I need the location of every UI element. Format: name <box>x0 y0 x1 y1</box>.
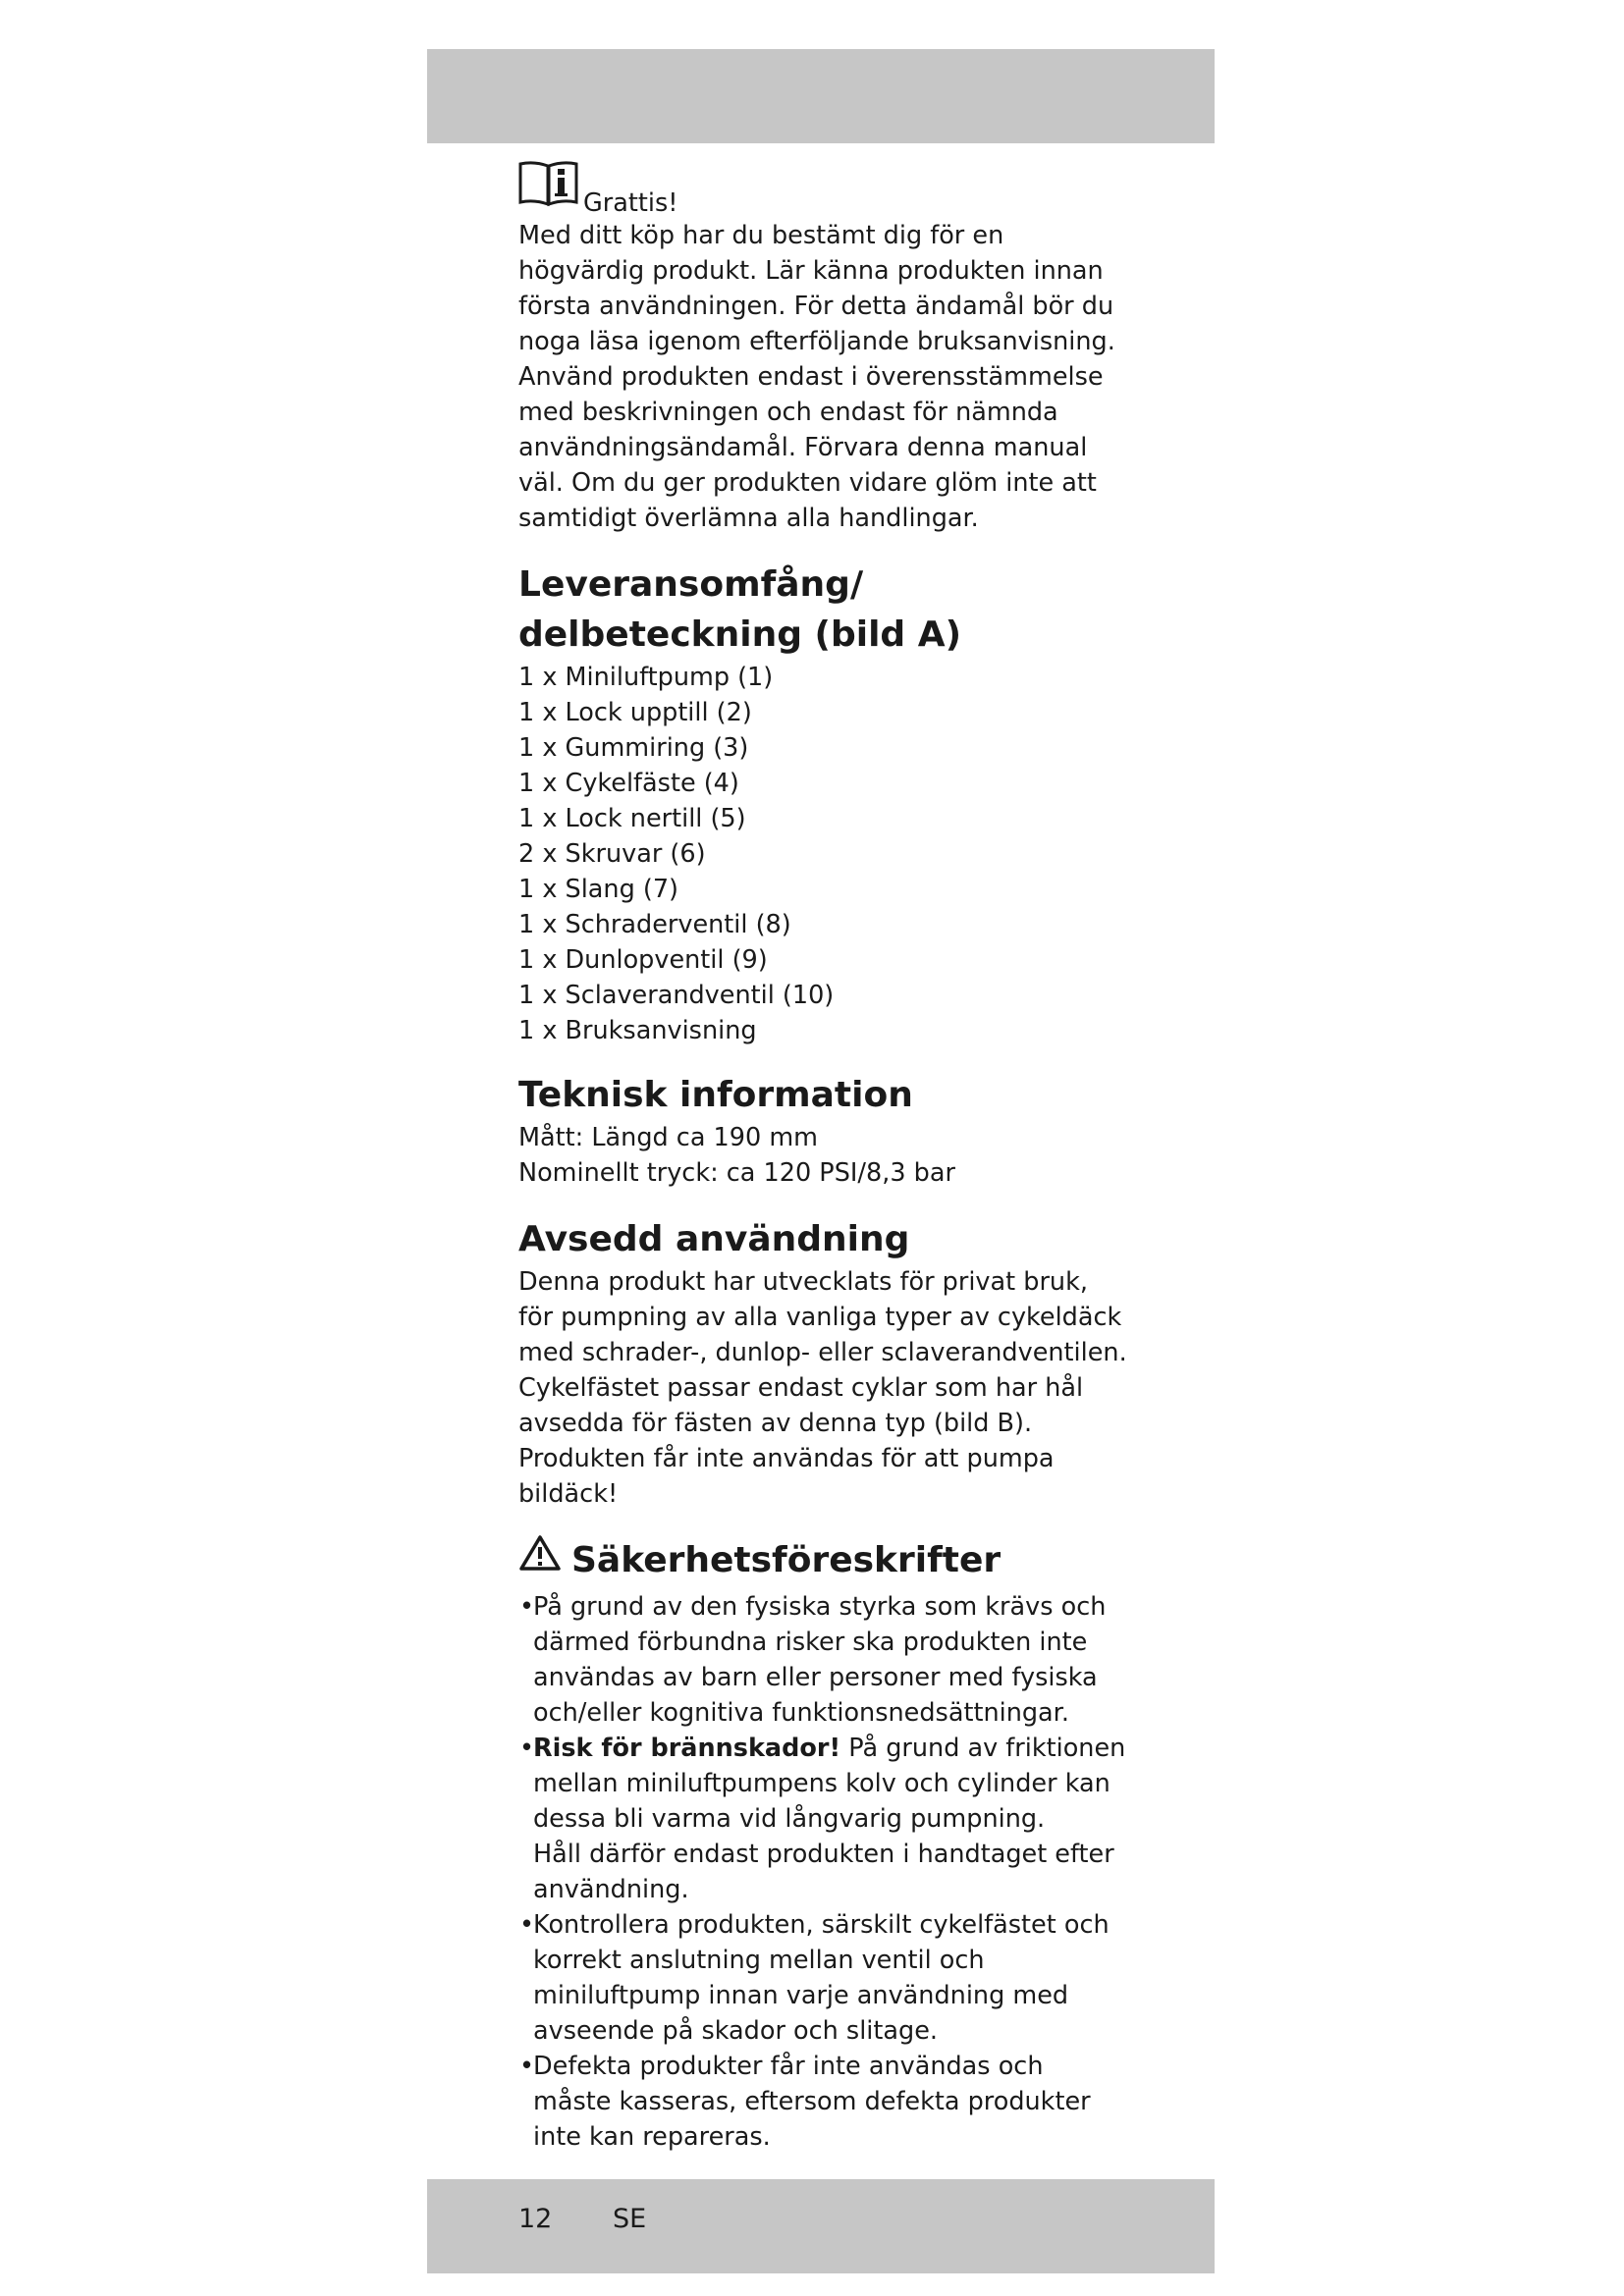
page-number: 12 <box>518 2204 553 2234</box>
header-band <box>427 49 1215 143</box>
list-item: 1 x Sclaverandventil (10) <box>518 981 835 1010</box>
list-item: 1 x Cykelfäste (4) <box>518 769 739 798</box>
delivery-heading-line-2: delbeteckning (bild A) <box>518 614 962 655</box>
intro-heading <box>518 167 1127 218</box>
safety-bullet-1: • På grund av den fysiska styrka som krävs och därmed förbundna risker ska produkten inte användas av barn eller personer med fysiska och/eller kognitiva funktionsnedsättningar. <box>518 1589 1127 1731</box>
list-item: 1 x Gummiring (3) <box>518 733 749 763</box>
safety-bullet-4: • Defekta produkter får inte användas och måste kasseras, eftersom defekta produkter inte kan repareras. <box>518 2049 1127 2155</box>
info-book-icon <box>518 161 579 218</box>
page-content <box>518 167 1127 2155</box>
greeting-text: Grattis! <box>583 188 678 218</box>
list-item: 1 x Bruksanvisning <box>518 1016 757 1045</box>
technical-line-dimensions: Mått: Längd ca 190 mm <box>518 1123 819 1152</box>
intro-paragraph-2: Använd produkten endast i överensstämmelse med beskrivningen och endast för nämnda användningsändamål. Förvara denna manual väl. Om du ger produkten vidare glöm inte att samtidigt överlämna alla handlingar. <box>518 362 1104 533</box>
delivery-list <box>518 660 1127 1048</box>
intended-use-paragraph-1: Denna produkt har utvecklats för privat bruk, för pumpning av alla vanliga typer av cykeldäck med schrader-, dunlop- eller sclaverandventilen. <box>518 1267 1127 1367</box>
safety-list <box>518 1589 1127 2155</box>
safety-bullet-2-text: På grund av friktionen mellan miniluftpumpens kolv och cylinder kan dessa bli varma vid långvarig pumpning. <box>533 1734 1126 1834</box>
intended-use-heading: Avsedd användning <box>518 1219 910 1259</box>
safety-bullet-2-text-2: Håll därför endast produkten i handtaget efter användning. <box>533 1840 1114 1904</box>
delivery-heading <box>518 560 1127 660</box>
list-item: 1 x Lock upptill (2) <box>518 698 752 727</box>
safety-heading <box>518 1534 1127 1585</box>
list-item: 1 x Lock nertill (5) <box>518 804 746 833</box>
list-item: 1 x Schraderventil (8) <box>518 910 791 939</box>
list-item: 1 x Dunlopventil (9) <box>518 945 768 975</box>
technical-line-pressure: Nominellt tryck: ca 120 PSI/8,3 bar <box>518 1158 955 1188</box>
intended-use-paragraph-2: Cykelfästet passar endast cyklar som har hål avsedda för fästen av denna typ (bild B). <box>518 1373 1084 1438</box>
warning-triangle-icon <box>518 1534 562 1585</box>
language-code: SE <box>613 2204 647 2234</box>
intro-paragraph-1: Med ditt köp har du bestämt dig för en högvärdig produkt. Lär känna produkten innan första användningen. För detta ändamål bör du noga läsa igenom efterföljande bruksanvisning. <box>518 221 1115 356</box>
burn-risk-label: Risk för brännskador! <box>533 1734 841 1763</box>
list-item: 1 x Miniluftpump (1) <box>518 663 774 692</box>
list-item: 1 x Slang (7) <box>518 875 678 904</box>
technical-heading: Teknisk information <box>518 1075 913 1115</box>
safety-bullet-3: • Kontrollera produkten, särskilt cykelfästet och korrekt anslutning mellan ventil och miniluftpump innan varje användning med avseende på skador och slitage. <box>518 1907 1127 2049</box>
delivery-heading-line-1: Leveransomfång/ <box>518 564 864 605</box>
list-item: 2 x Skruvar (6) <box>518 839 706 869</box>
safety-bullet-2 <box>518 1731 1127 1907</box>
safety-heading-text: Säkerhetsföreskrifter <box>571 1539 1001 1580</box>
intended-use-paragraph-3: Produkten får inte användas för att pumpa bildäck! <box>518 1444 1055 1509</box>
